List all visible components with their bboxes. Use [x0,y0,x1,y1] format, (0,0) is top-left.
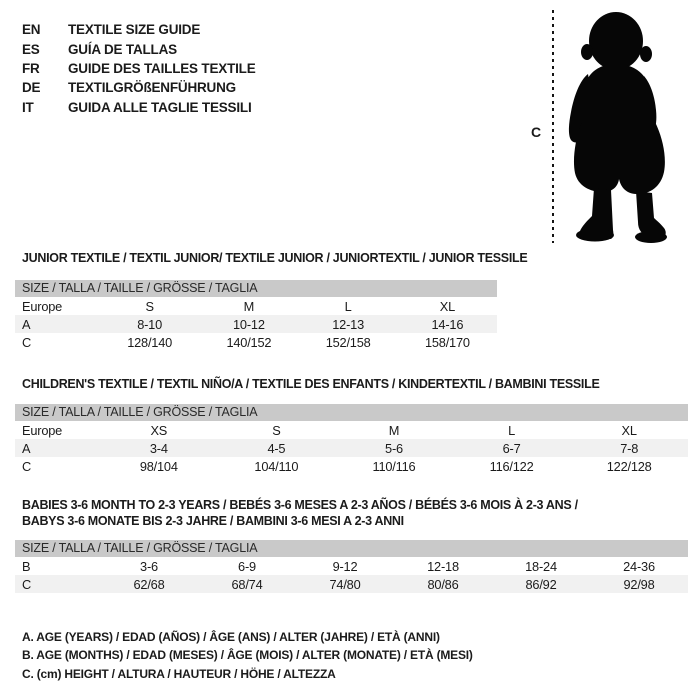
table-title: BABYS 3-6 MONATE BIS 2-3 JAHRE / BAMBINI 3-6 MESI A 2-3 ANNI [22,514,404,528]
table-cell: 8-10 [137,316,163,332]
junior-size-table [15,251,528,351]
table-cell: 104/110 [254,458,299,474]
table-cell: 74/80 [329,576,361,592]
table-row [15,297,497,315]
table-cell: 116/122 [489,458,534,474]
table-cell: 10-12 [233,316,265,332]
table-cell: 14-16 [431,316,464,332]
row-label: C [22,576,32,592]
legend-language-code: IT [22,99,34,115]
row-label: A [22,316,31,332]
table-cell: 7-8 [620,440,639,456]
table-cell: 3-6 [140,558,158,574]
height-measure-label: C [531,124,542,140]
legend-item [22,20,256,39]
table-cell: L [508,422,516,438]
table-cell: 24-36 [623,558,655,574]
table-cell: 12-13 [332,316,364,332]
table-cell: 6-9 [238,558,256,574]
footnote: C. (cm) HEIGHT / ALTURA / HAUTEUR / HÖHE / ALTEZZA [22,666,336,681]
table-row [15,421,688,439]
table-cell: 128/140 [127,334,173,350]
table-cell: L [344,298,352,314]
legend-label: GUÍA DE TALLAS [68,41,177,57]
height-measure-dashed-line [552,10,554,243]
table-cell: 12-18 [427,558,459,574]
row-label: C [22,458,32,474]
table-cell: 158/170 [424,334,470,350]
legend-language-code: DE [22,80,41,96]
table-cell: 5-6 [385,440,403,456]
table-cell: XL [439,298,455,314]
table-cell: 122/128 [606,458,652,474]
legend-item [22,39,256,58]
footnote: B. AGE (MONTHS) / EDAD (MESES) / ÂGE (MOIS) / ALTER (MONATE) / ETÀ (MESI) [22,648,473,663]
row-label: Europe [22,422,63,438]
row-label: Europe [22,298,63,314]
table-cell: 68/74 [231,576,263,592]
table-title: JUNIOR TEXTILE / TEXTIL JUNIOR/ TEXTILE JUNIOR / JUNIORTEXTIL / JUNIOR TESSILE [22,251,528,265]
legend-language-code: FR [22,60,40,76]
table-cell: 110/116 [372,458,416,474]
legend-item [22,78,256,97]
footnote: A. AGE (YEARS) / EDAD (AÑOS) / ÂGE (ANS) / ALTER (JAHRE) / ETÀ (ANNI) [22,630,440,644]
language-legend [22,20,256,117]
table-title: BABIES 3-6 MONTH TO 2-3 YEARS / BEBÉS 3-6 MESES A 2-3 AÑOS / BÉBÉS 3-6 MOIS À 2-3 ANS / [22,498,578,512]
table-title: CHILDREN'S TEXTILE / TEXTIL NIÑO/A / TEXTILE DES ENFANTS / KINDERTEXTIL / BAMBINI TESSILE [22,377,600,391]
row-label: B [22,558,31,574]
table-header-bar: SIZE / TALLA / TAILLE / GRÖSSE / TAGLIA [15,280,497,297]
table-cell: S [145,298,154,314]
legend-label: TEXTILE SIZE GUIDE [68,22,201,38]
row-label: A [22,440,31,456]
row-label: C [22,334,32,350]
table-cell: 92/98 [623,576,655,592]
legend-item [22,59,256,78]
legend-language-code: ES [22,41,40,57]
table-header-bar: SIZE / TALLA / TAILLE / GRÖSSE / TAGLIA [15,404,688,421]
table-row [15,575,688,593]
table-cell: 6-7 [502,440,521,456]
legend-label: TEXTILGRÖßENFÜHRUNG [68,80,236,96]
legend-language-code: EN [22,22,41,38]
table-cell: 86/92 [525,576,557,592]
table-row [15,333,497,351]
table-cell: 140/152 [226,334,272,350]
table-cell: 3-4 [149,440,168,456]
table-row [15,557,688,575]
legend-label: GUIDA ALLE TAGLIE TESSILI [68,99,252,115]
table-cell: 4-5 [267,440,286,456]
table-cell: M [388,422,400,438]
children-size-table [15,378,688,475]
table-row [15,315,497,333]
table-cell: 80/86 [427,576,459,592]
table-cell: XS [150,422,168,438]
table-cell: M [243,298,255,314]
table-row [15,457,688,475]
legend-label: GUIDE DES TAILLES TEXTILE [68,60,256,76]
footnote-legend [22,628,473,683]
table-cell: 9-12 [332,558,358,574]
legend-item [22,98,256,117]
table-cell: XL [621,422,637,438]
table-header-bar: SIZE / TALLA / TAILLE / GRÖSSE / TAGLIA [15,540,688,557]
table-row [15,439,688,457]
babies-size-table [15,497,688,593]
baby-silhouette-image [558,8,693,243]
table-cell: 62/68 [133,576,165,592]
table-cell: 98/104 [139,458,178,474]
table-cell: 152/158 [325,334,371,350]
table-cell: S [272,422,281,438]
table-cell: 18-24 [525,558,557,574]
